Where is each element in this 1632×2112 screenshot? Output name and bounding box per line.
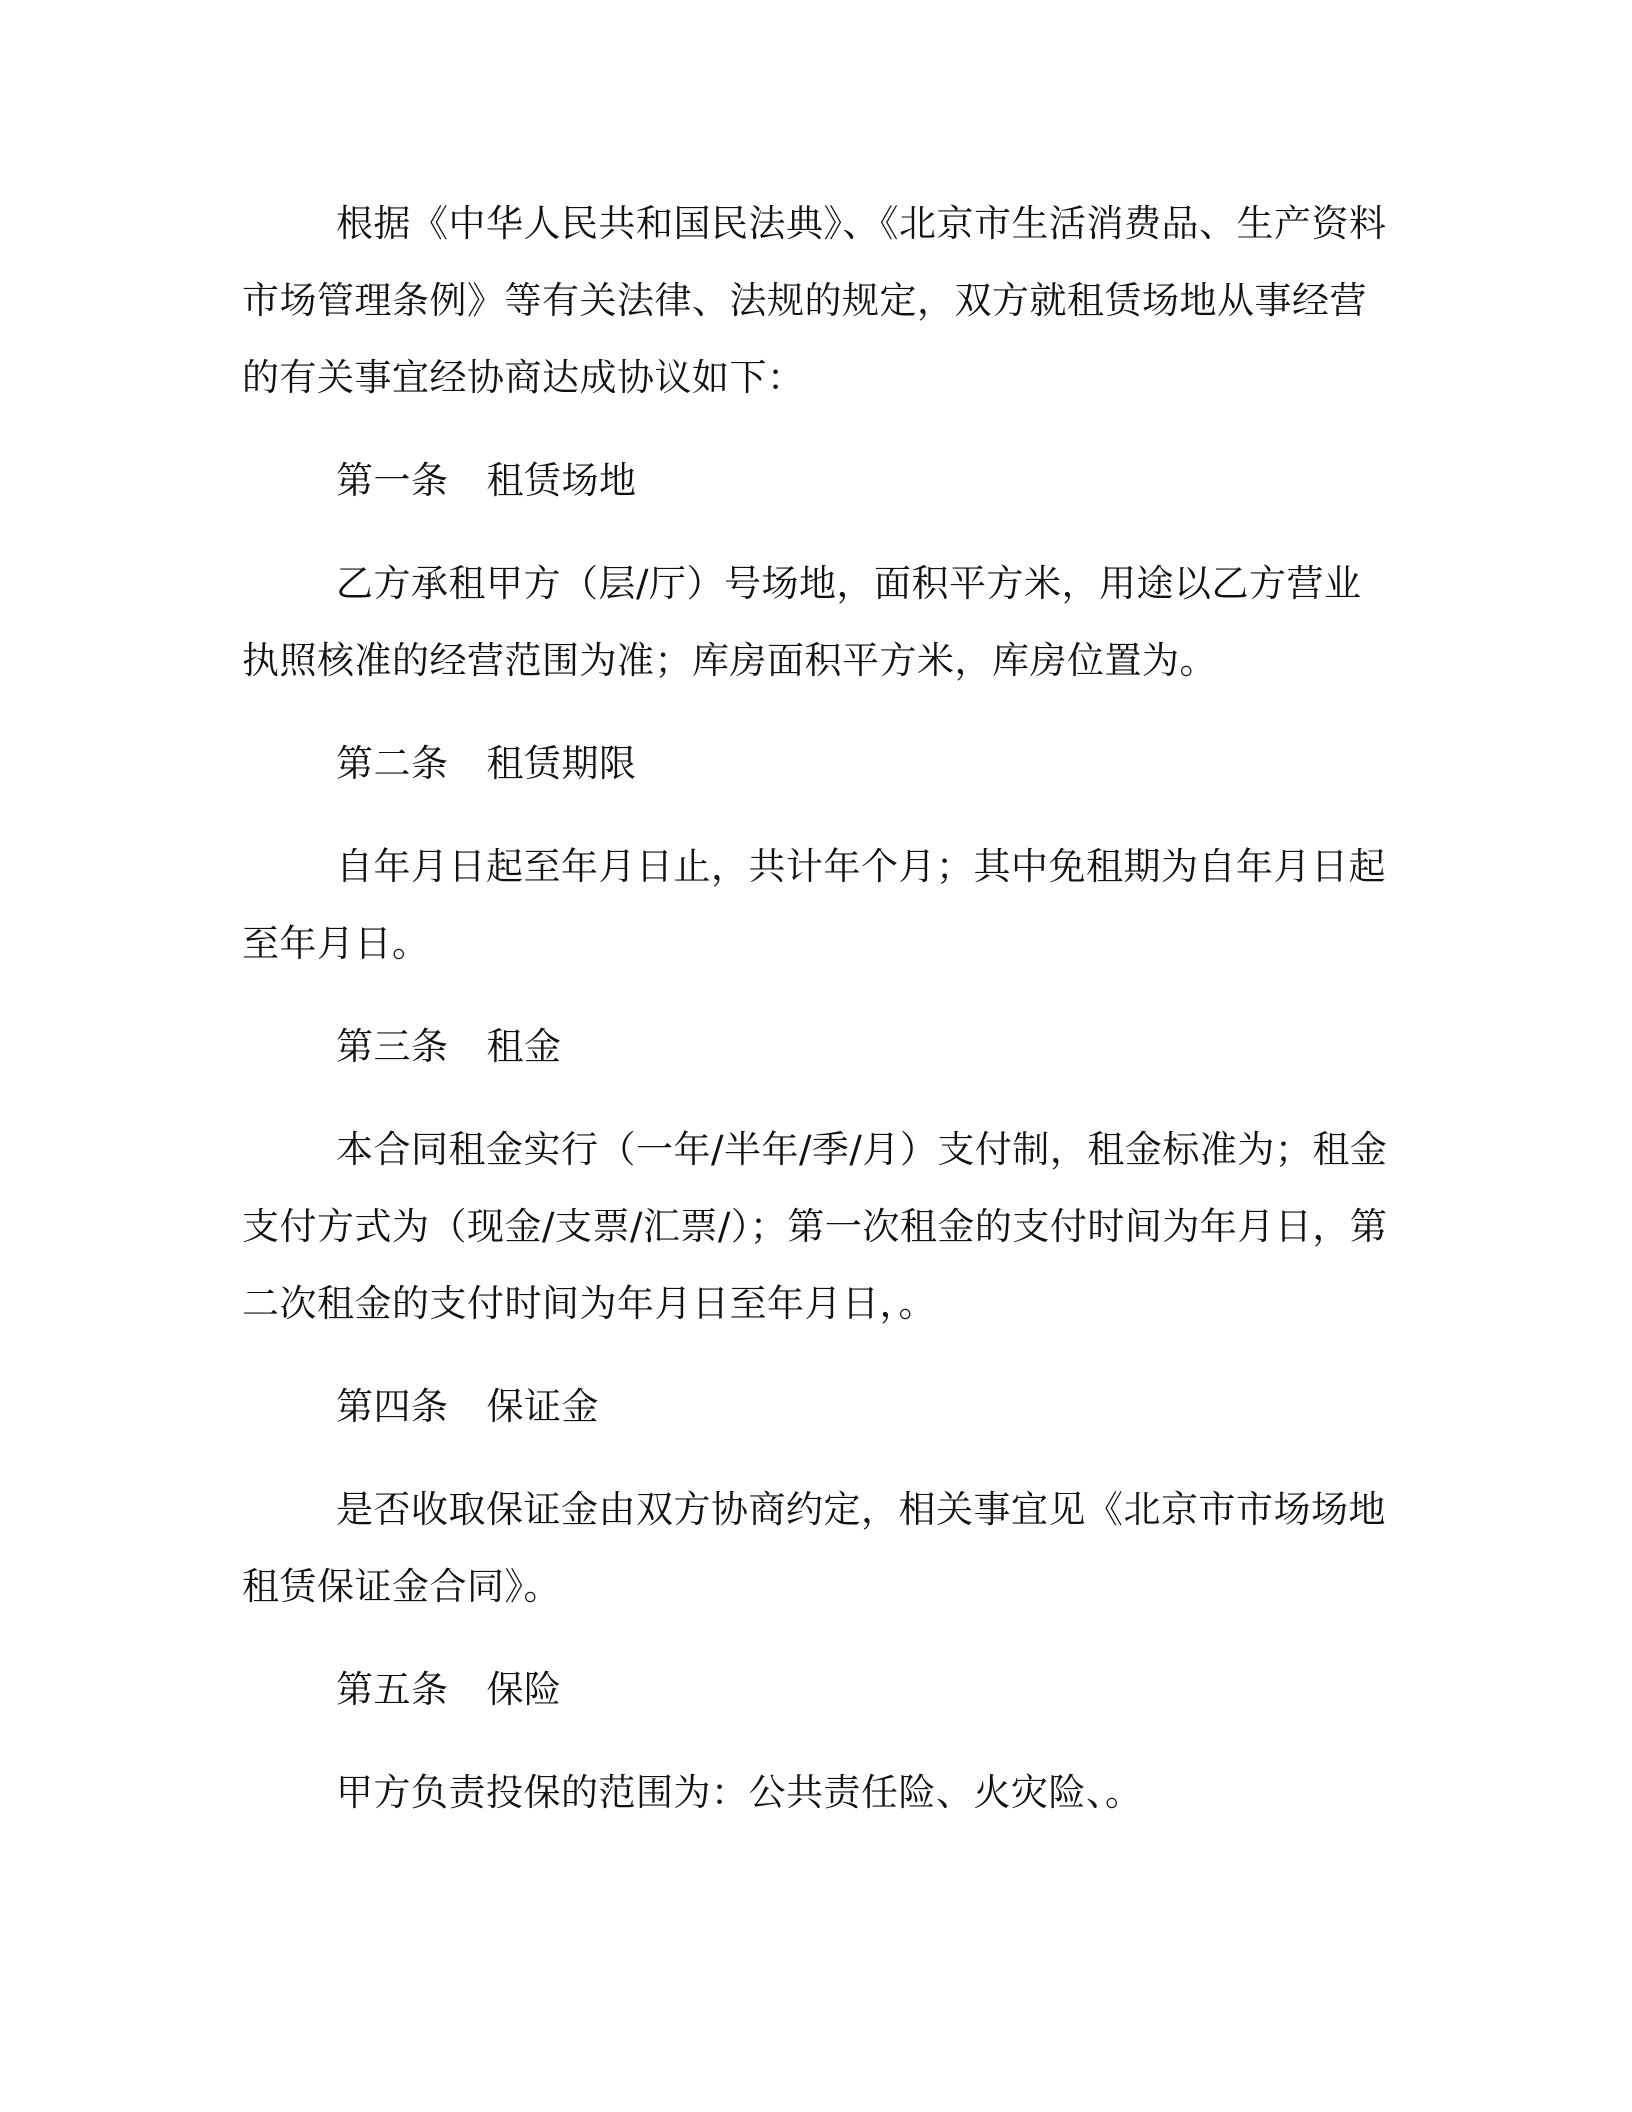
article-3: [242, 1008, 1392, 1342]
article-heading: [242, 1008, 1392, 1085]
article-4: [242, 1368, 1392, 1625]
article-heading: [242, 1651, 1392, 1728]
article-body: 乙方承租甲方（层/厅）号场地，面积平方米，用途以乙方营业执照核准的经营范围为准；库房面积平方米，库房位置为。: [242, 562, 1362, 682]
article-title: 租金: [486, 1025, 562, 1068]
article-body: 是否收取保证金由双方协商约定，相关事宜见《北京市市场场地租赁保证金合同》。: [242, 1488, 1386, 1608]
article-title: 租赁期限: [486, 742, 637, 785]
document-body: [242, 185, 1392, 1831]
article-5: [242, 1651, 1392, 1831]
article-body: 本合同租金实行（一年/半年/季/月）支付制，租金标准为；租金支付方式为（现金/支票/汇票/）；第一次租金的支付时间为年月日，第二次租金的支付时间为年月日至年月日，。: [242, 1128, 1388, 1325]
article-heading: [242, 725, 1392, 802]
article-number: 第二条: [336, 742, 449, 785]
article-heading: [242, 1368, 1392, 1445]
article-number: 第一条: [336, 459, 449, 502]
article-2: [242, 725, 1392, 982]
intro-paragraph: 根据《中华人民共和国民法典》、《北京市生活消费品、生产资料市场管理条例》等有关法律、法规的规定，双方就租赁场地从事经营的有关事宜经协商达成协议如下：: [242, 202, 1387, 399]
article-body: 甲方负责投保的范围为：公共责任险、火灾险、。: [336, 1771, 1143, 1814]
article-number: 第四条: [336, 1385, 449, 1428]
article-1: [242, 442, 1392, 699]
article-title: 保险: [486, 1668, 562, 1711]
article-number: 第五条: [336, 1668, 449, 1711]
article-heading: [242, 442, 1392, 519]
article-title: 保证金: [486, 1385, 599, 1428]
article-number: 第三条: [336, 1025, 449, 1068]
article-body: 自年月日起至年月日止，共计年个月；其中免租期为自年月日起至年月日。: [242, 845, 1386, 965]
article-title: 租赁场地: [486, 459, 637, 502]
